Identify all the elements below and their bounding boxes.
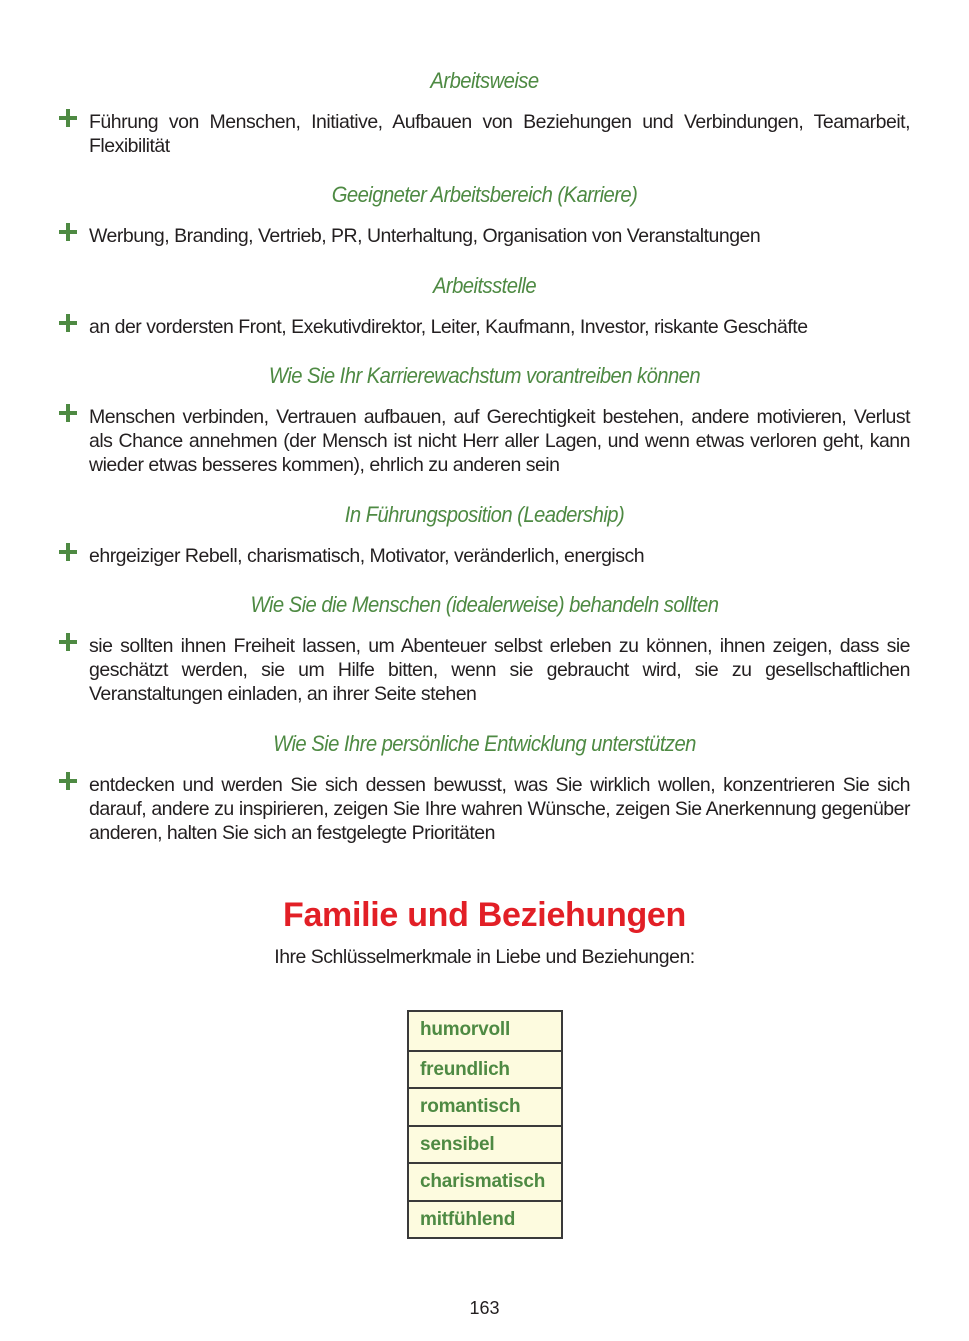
item-text: ehrgeiziger Rebell, charismatisch, Motivator, veränderlich, energisch bbox=[89, 545, 645, 567]
heading-arbeitsbereich: Geeigneter Arbeitsbereich (Karriere) bbox=[331, 182, 638, 207]
trait-cell: charismatisch bbox=[409, 1162, 561, 1200]
item-text: Werbung, Branding, Vertrieb, PR, Unterhaltung, Organisation von Veranstaltungen bbox=[89, 225, 761, 247]
plus-icon bbox=[58, 541, 78, 561]
heading-fuehrungsposition: In Führungsposition (Leadership) bbox=[344, 502, 625, 527]
plus-icon bbox=[58, 770, 78, 790]
plus-icon bbox=[58, 107, 78, 127]
trait-cell: humorvoll bbox=[420, 1019, 511, 1040]
heading-entwicklung: Wie Sie Ihre persönliche Entwicklung unterstützen bbox=[273, 731, 696, 756]
plus-icon bbox=[58, 221, 78, 241]
item-text: an der vordersten Front, Exekutivdirektor, Leiter, Kaufmann, Investor, riskante Geschäfte bbox=[89, 316, 808, 338]
trait-cell: mitfühlend bbox=[409, 1200, 561, 1238]
heading-karrierewachstum: Wie Sie Ihr Karrierewachstum vorantreiben können bbox=[268, 363, 701, 388]
plus-icon bbox=[58, 312, 78, 332]
traits-table bbox=[407, 1010, 563, 1239]
trait-cell: romantisch bbox=[409, 1087, 561, 1125]
item-text: sie sollten ihnen Freiheit lassen, um Abenteuer selbst erleben zu können, ihnen zeigen, dass sie geschätzt werden, sie um Hilfe bitten, wenn sie gebraucht wird, sie zu gesellschaftlichen Veranstaltungen einladen, an ihrer Seite stehen bbox=[89, 635, 910, 705]
item-text: Führung von Menschen, Initiative, Aufbauen von Beziehungen und Verbindungen, Teamarbeit, Flexibilität bbox=[89, 111, 910, 157]
heading-menschen-behandeln: Wie Sie die Menschen (idealerweise) behandeln sollten bbox=[250, 592, 719, 617]
page-number: 163 bbox=[469, 1298, 500, 1318]
trait-cell: sensibel bbox=[409, 1125, 561, 1163]
item-text: entdecken und werden Sie sich dessen bewusst, was Sie wirklich wollen, konzentrieren Sie sich darauf, andere zu inspirieren, zeigen Sie Ihre wahren Wünsche, zeigen Sie Anerkennung gegenüber anderen, halten Sie sich an festgelegte Prioritäten bbox=[89, 774, 910, 844]
trait-cell: freundlich bbox=[409, 1050, 561, 1088]
item-text: Menschen verbinden, Vertrauen aufbauen, auf Gerechtigkeit bestehen, andere motivieren, Verlust als Chance annehmen (der Mensch ist nicht Herr aller Lagen, und wenn etwas verloren geht, kann wieder etwas besseres kommen), ehrlich zu anderen sein bbox=[89, 406, 910, 476]
section-title: Familie und Beziehungen bbox=[282, 896, 687, 934]
section-subtitle: Ihre Schlüsselmerkmale in Liebe und Beziehungen: bbox=[274, 946, 695, 968]
heading-arbeitsstelle: Arbeitsstelle bbox=[432, 273, 537, 298]
plus-icon bbox=[58, 402, 78, 422]
plus-icon bbox=[58, 631, 78, 651]
heading-arbeitsweise: Arbeitsweise bbox=[430, 68, 539, 93]
